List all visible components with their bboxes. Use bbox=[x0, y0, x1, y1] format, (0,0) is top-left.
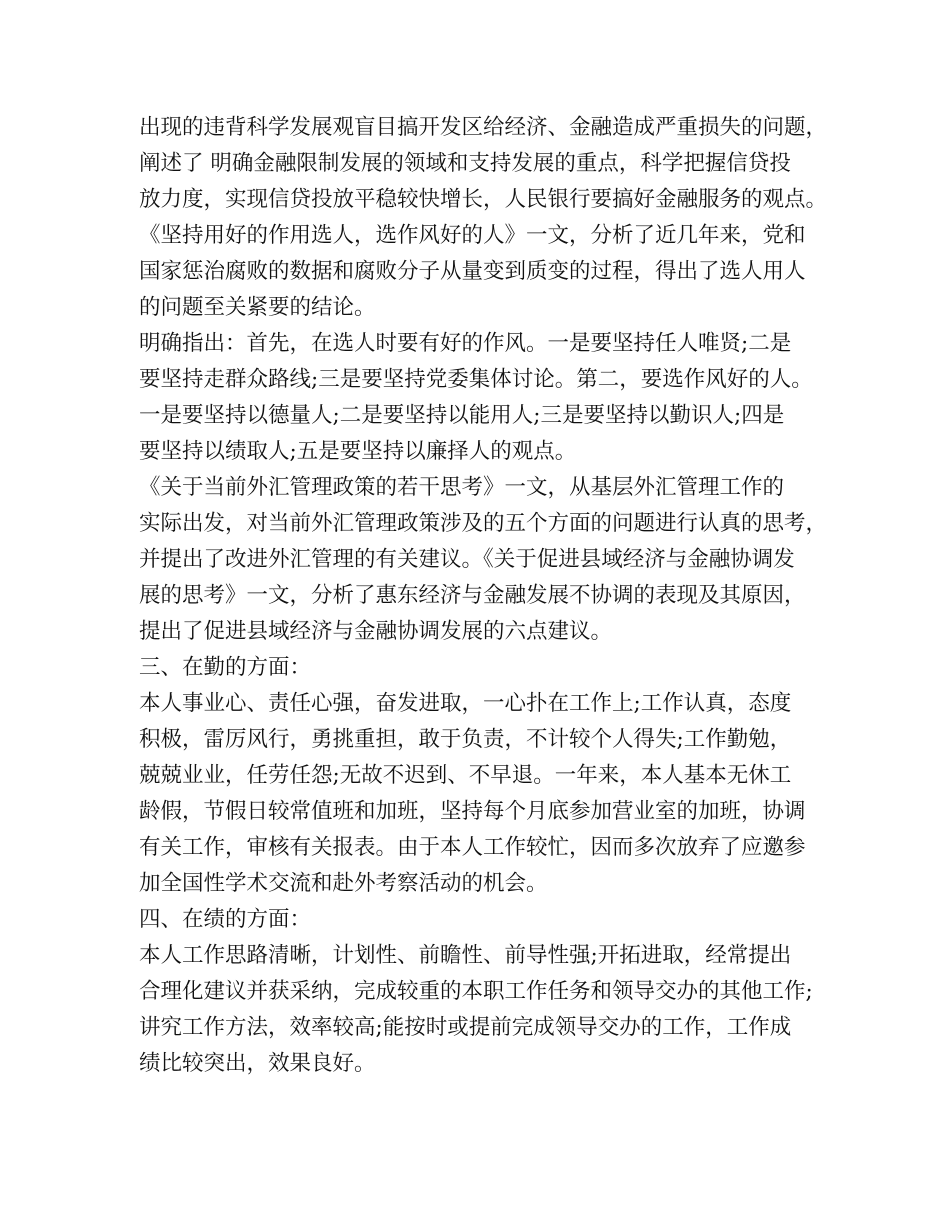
text-line: 一是要坚持以德量人;二是要坚持以能用人;三是要坚持以勤识人;四是 bbox=[139, 403, 785, 428]
text-line: 要坚持走群众路线;三是要坚持党委集体讨论。第二，要选作风好的人。 bbox=[139, 367, 813, 392]
text-line: 《关于当前外汇管理政策的若干思考》一文，从基层外汇管理工作的 bbox=[139, 475, 785, 500]
text-line: 加全国性学术交流和赴外考察活动的机会。 bbox=[139, 871, 548, 896]
text-line: 实际出发，对当前外汇管理政策涉及的五个方面的问题进行认真的思考， bbox=[139, 511, 828, 536]
text-line: 合理化建议并获采纳，完成较重的本职工作任务和领导交办的其他工作; bbox=[139, 979, 813, 1004]
text-line: 并提出了改进外汇管理的有关建议。《关于促进县域经济与金融协调发 bbox=[139, 547, 795, 572]
text-line: 《坚持用好的作用选人，选作风好的人》一文，分析了近几年来，党和 bbox=[139, 223, 806, 248]
text-line: 本人事业心、责任心强，奋发进取，一心扑在工作上;工作认真，态度 bbox=[139, 691, 792, 716]
text-line: 讲究工作方法，效率较高;能按时或提前完成领导交办的工作，工作成 bbox=[139, 1015, 792, 1040]
text-line: 积极，雷厉风行，勇挑重担，敢于负责，不计较个人得失;工作勤勉， bbox=[139, 727, 792, 752]
text-line: 四、在绩的方面： bbox=[139, 907, 312, 932]
text-line: 有关工作，审核有关报表。由于本人工作较忙，因而多次放弃了应邀参 bbox=[139, 835, 806, 860]
text-line: 放力度，实现信贷投放平稳较快增长，人民银行要搞好金融服务的观点。 bbox=[139, 187, 828, 212]
text-line: 三、在勤的方面： bbox=[139, 655, 312, 680]
text-line: 展的思考》一文，分析了惠东经济与金融发展不协调的表现及其原因， bbox=[139, 583, 806, 608]
text-line: 国家惩治腐败的数据和腐败分子从量变到质变的过程，得出了选人用人 bbox=[139, 259, 806, 284]
document-body bbox=[139, 110, 829, 1082]
text-line: 兢兢业业，任劳任怨;无故不迟到、不早退。一年来，本人基本无休工 bbox=[139, 763, 792, 788]
text-line: 要坚持以绩取人;五是要坚持以廉择人的观点。 bbox=[139, 439, 577, 464]
text-line: 出现的违背科学发展观盲目搞开发区给经济、金融造成严重损失的问题， bbox=[139, 115, 828, 140]
text-line: 明确指出：首先，在选人时要有好的作风。一是要坚持任人唯贤;二是 bbox=[139, 331, 792, 356]
text-line: 龄假，节假日较常值班和加班，坚持每个月底参加营业室的加班，协调 bbox=[139, 799, 806, 824]
text-line: 阐述了 明确金融限制发展的领域和支持发展的重点，科学把握信贷投 bbox=[139, 151, 791, 176]
text-line: 的问题至关紧要的结论。 bbox=[139, 295, 376, 320]
text-line: 绩比较突出，效果良好。 bbox=[139, 1051, 376, 1076]
text-line: 提出了促进县域经济与金融协调发展的六点建议。 bbox=[139, 619, 613, 644]
text-line: 本人工作思路清晰，计划性、前瞻性、前导性强;开拓进取，经常提出 bbox=[139, 943, 792, 968]
